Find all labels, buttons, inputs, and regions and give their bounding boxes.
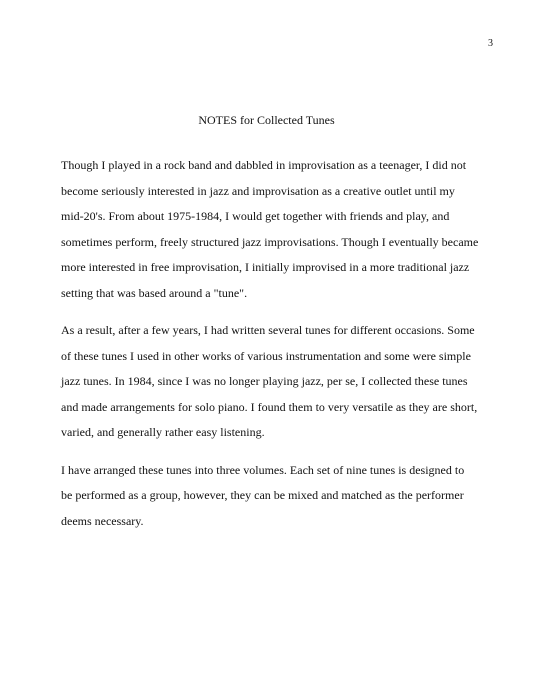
paragraph-2: [61, 318, 481, 446]
text-line: mid-20's. From about 1975-1984, I would get together with friends and play, and: [61, 209, 450, 223]
body-text: [61, 153, 481, 546]
text-line: and made arrangements for solo piano. I found them to very versatile as they are short,: [61, 399, 478, 414]
page-number: 3: [488, 38, 493, 49]
text-line: jazz tunes. In 1984, since I was no longer playing jazz, per se, I collected these tunes: [61, 374, 468, 388]
text-line: deems necessary.: [61, 513, 144, 528]
text-line: As a result, after a few years, I had written several tunes for different occasions. Some: [61, 323, 475, 337]
paragraph-1: [61, 153, 481, 306]
text-line: sometimes perform, freely structured jazz improvisations. Though I eventually became: [61, 234, 479, 249]
text-line: varied, and generally rather easy listening.: [61, 425, 265, 439]
text-line: of these tunes I used in other works of various instrumentation and some were simple: [61, 348, 471, 363]
text-line: setting that was based around a "tune".: [61, 285, 248, 300]
text-line: Though I played in a rock band and dabbled in improvisation as a teenager, I did not: [61, 158, 467, 172]
text-line: I have arranged these tunes into three volumes. Each set of nine tunes is designed to: [61, 462, 465, 477]
text-line: more interested in free improvisation, I initially improvised in a more traditional jazz: [61, 260, 470, 274]
paragraph-3: [61, 458, 481, 535]
text-line: be performed as a group, however, they can be mixed and matched as the performer: [61, 488, 464, 502]
text-line: become seriously interested in jazz and improvisation as a creative outlet until my: [61, 183, 455, 198]
page-title: NOTES for Collected Tunes: [198, 113, 335, 127]
